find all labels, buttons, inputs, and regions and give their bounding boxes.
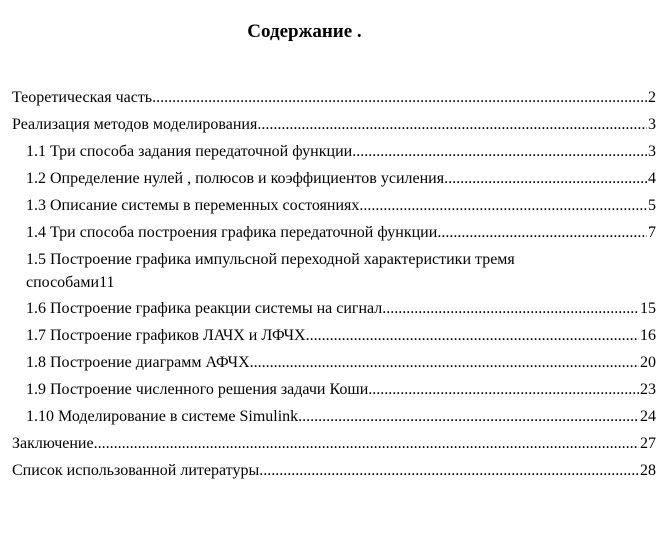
toc-entry-page: 7 <box>648 224 656 241</box>
toc-entry-theory[interactable] <box>12 86 656 110</box>
dot-leader <box>257 113 647 137</box>
toc-entry-1-10[interactable] <box>12 405 656 429</box>
toc-title: Содержание . <box>247 21 362 42</box>
dot-leader <box>372 378 639 402</box>
toc-entry-page: 4 <box>648 170 656 187</box>
dot-leader <box>444 167 647 191</box>
toc-entry-conclusion[interactable] <box>12 432 656 456</box>
toc-entry-label: Заключение <box>12 435 94 452</box>
dot-leader <box>250 351 639 375</box>
dot-leader <box>437 221 647 245</box>
dot-leader <box>94 432 639 456</box>
toc-entry-label: Теоретическая часть <box>12 89 153 106</box>
toc-entry-1-2[interactable] <box>12 167 656 191</box>
toc-entry-page: 15 <box>640 300 656 317</box>
toc-entry-label: 1.8 Построение диаграмм АФЧХ <box>26 354 250 371</box>
toc-entry-label: 1.2 Определение нулей , полюсов и коэффициентов усиления <box>26 170 445 187</box>
toc-entry-label-line2: способами <box>26 274 100 291</box>
toc-entry-label: 1.7 Построение графиков ЛАЧХ и ЛФЧХ <box>26 327 306 344</box>
toc-entry-label: 1.4 Три способа построения графика передаточной функции <box>26 224 438 241</box>
toc-entry-label: 1.6 Построение графика реакции системы на сигнал <box>26 300 383 317</box>
toc-entry-references[interactable] <box>12 459 656 483</box>
dot-leader <box>306 324 639 348</box>
dot-leader <box>359 194 647 218</box>
toc-entry-1-8[interactable] <box>12 351 656 375</box>
toc-entry-1-7[interactable] <box>12 324 656 348</box>
toc-entry-page: 16 <box>640 327 656 344</box>
toc-entry-page: 24 <box>640 408 656 425</box>
toc-entry-page: 3 <box>648 143 656 160</box>
toc-entry-label: 1.3 Описание системы в переменных состояниях <box>26 197 360 214</box>
toc-entry-page: 2 <box>648 89 656 106</box>
toc-entry-1-5[interactable] <box>12 248 656 294</box>
toc-entry-label-line1: 1.5 Построение графика импульсной переходной характеристики тремя <box>26 251 515 268</box>
toc-entry-page: 28 <box>640 462 656 479</box>
toc-entry-1-9[interactable] <box>12 378 656 402</box>
table-of-contents <box>12 86 656 486</box>
toc-entry-1-1[interactable] <box>12 140 656 164</box>
toc-entry-label: 1.9 Построение численного решения задачи Коши. <box>26 381 373 398</box>
toc-entry-page: 20 <box>640 354 656 371</box>
toc-entry-page: 27 <box>640 435 656 452</box>
toc-entry-1-4[interactable] <box>12 221 656 245</box>
toc-entry-1-3[interactable] <box>12 194 656 218</box>
toc-entry-1-6[interactable] <box>12 297 656 321</box>
dot-leader <box>302 405 639 429</box>
toc-entry-label: Реализация методов моделирования <box>12 116 258 133</box>
toc-entry-page: 11 <box>99 274 115 291</box>
dot-leader <box>352 140 647 164</box>
toc-entry-implementation[interactable] <box>12 113 656 137</box>
dot-leader <box>259 459 639 483</box>
toc-entry-label: Список использованной литературы <box>12 462 260 479</box>
dot-leader <box>382 297 639 321</box>
toc-entry-page: 3 <box>648 116 656 133</box>
dot-leader <box>152 86 647 110</box>
toc-entry-page: 23 <box>640 381 656 398</box>
toc-entry-label: 1.10 Моделирование в системе Simulink. <box>26 408 303 425</box>
toc-entry-label: 1.1 Три способа задания передаточной функции <box>26 143 353 160</box>
toc-entry-page: 5 <box>648 197 656 214</box>
